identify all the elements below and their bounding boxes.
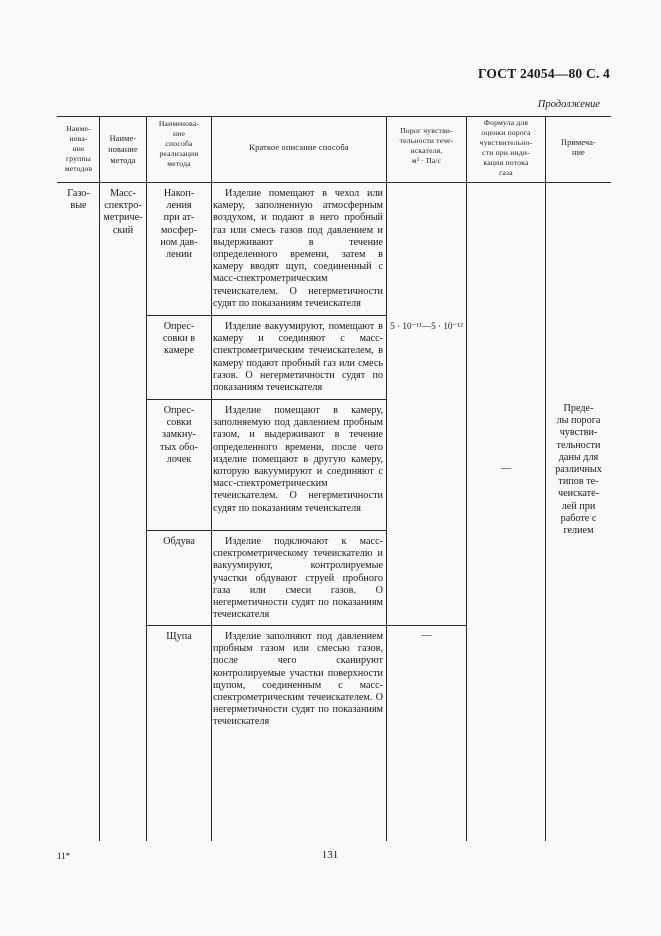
column-header-formula: Формула для оценки порога чувствительно- сти при инди- кации потока газа — [479, 118, 533, 177]
table-top-border — [57, 116, 611, 117]
threshold-probe-value: — — [421, 630, 432, 641]
threshold-value: 5 · 10⁻¹¹—5 · 10⁻¹² — [390, 321, 463, 331]
way-chamber-pressurization: Опрес- совки в камере — [162, 321, 196, 357]
way-closed-shells: Опрес- совки замкну- тых обо- лочек — [160, 405, 198, 465]
page-number: 131 — [321, 849, 339, 861]
column-header-way: Наименова- ние способа реализации метода — [158, 119, 200, 168]
way-accumulation: Накоп- ления при ат- мосфер- ном дав- лении — [160, 188, 198, 261]
column-divider — [466, 116, 467, 841]
row-divider — [146, 315, 386, 316]
way-probe: Щупа — [166, 631, 192, 642]
row-divider — [146, 399, 386, 400]
description-accumulation: Изделие помещают в чехол или камеру, заполненную атмосферным воздухом, и подают в него пробный газ или смесь газов под давлением и выдерживают в течение определенного времени, затем в камеру вводят щуп, соединенный с масс-спектрометрическим течеискателем. О негерметичности судят по показаниям течеискателя — [213, 188, 383, 309]
description-closed-shells: Изделие помещают в камеру, заполняемую под давлением пробным газом, и выдерживают в течение определенного времени, после чего изделие помещают в другую камеру, которую вакуумируют и соединяют с масс-спектрометрическим течеискателем. О негерметичности судят по показаниям течеискателя — [213, 405, 383, 514]
description-probe: Изделие заполняют под давлением пробным газом или смесью газов, после чего сканируют контролируемые участки поверхности щупом, соединенным с масс-спектрометрическим течеискателем. О негерметичности судят по показаниям течеискателя — [213, 631, 383, 728]
signature-mark: 11* — [57, 851, 71, 861]
column-header-method: Наиме- нование метода — [108, 134, 138, 165]
row-divider — [146, 625, 466, 626]
group-name: Газо- вые — [67, 188, 90, 212]
column-header-description: Краткое описание способа — [249, 143, 349, 152]
note-text: Преде- лы порога чувстви- тельности даны для различных типов те- чеискате- лей при работе с гелием — [555, 403, 602, 537]
header-bottom-border — [57, 182, 611, 183]
way-blowing: Обдува — [163, 536, 195, 547]
continuation-label: Продолжение — [537, 99, 600, 110]
column-divider — [386, 116, 387, 841]
description-chamber-pressurization: Изделие вакуумируют, помещают в камеру и соединяют с масс-спектрометрическим течеискателем, в камеру подают пробный газ или смесь газов. О негерметичности судят по показаниям течеискателя — [213, 321, 383, 394]
column-header-threshold: Порог чувстви- тельности тече- искателя, м³ · Па/с — [399, 126, 454, 165]
document-title: ГОСТ 24054—80 С. 4 — [477, 66, 610, 81]
description-blowing: Изделие подключают к масс-спектрометрическому течеискателю и вакуумируют, контролируемые участки обдувают струей пробного газа или смеси газов. О негерметичности судят по показаниям течеискателя — [213, 536, 383, 621]
row-divider — [146, 530, 386, 531]
column-divider — [211, 116, 212, 841]
method-name: Масс- спектро- метриче- ский — [103, 188, 143, 236]
formula-value: — — [500, 463, 512, 474]
column-header-group: Наиме- нова- ние группы методов — [64, 124, 93, 173]
column-header-note: Примеча- ние — [560, 138, 597, 157]
